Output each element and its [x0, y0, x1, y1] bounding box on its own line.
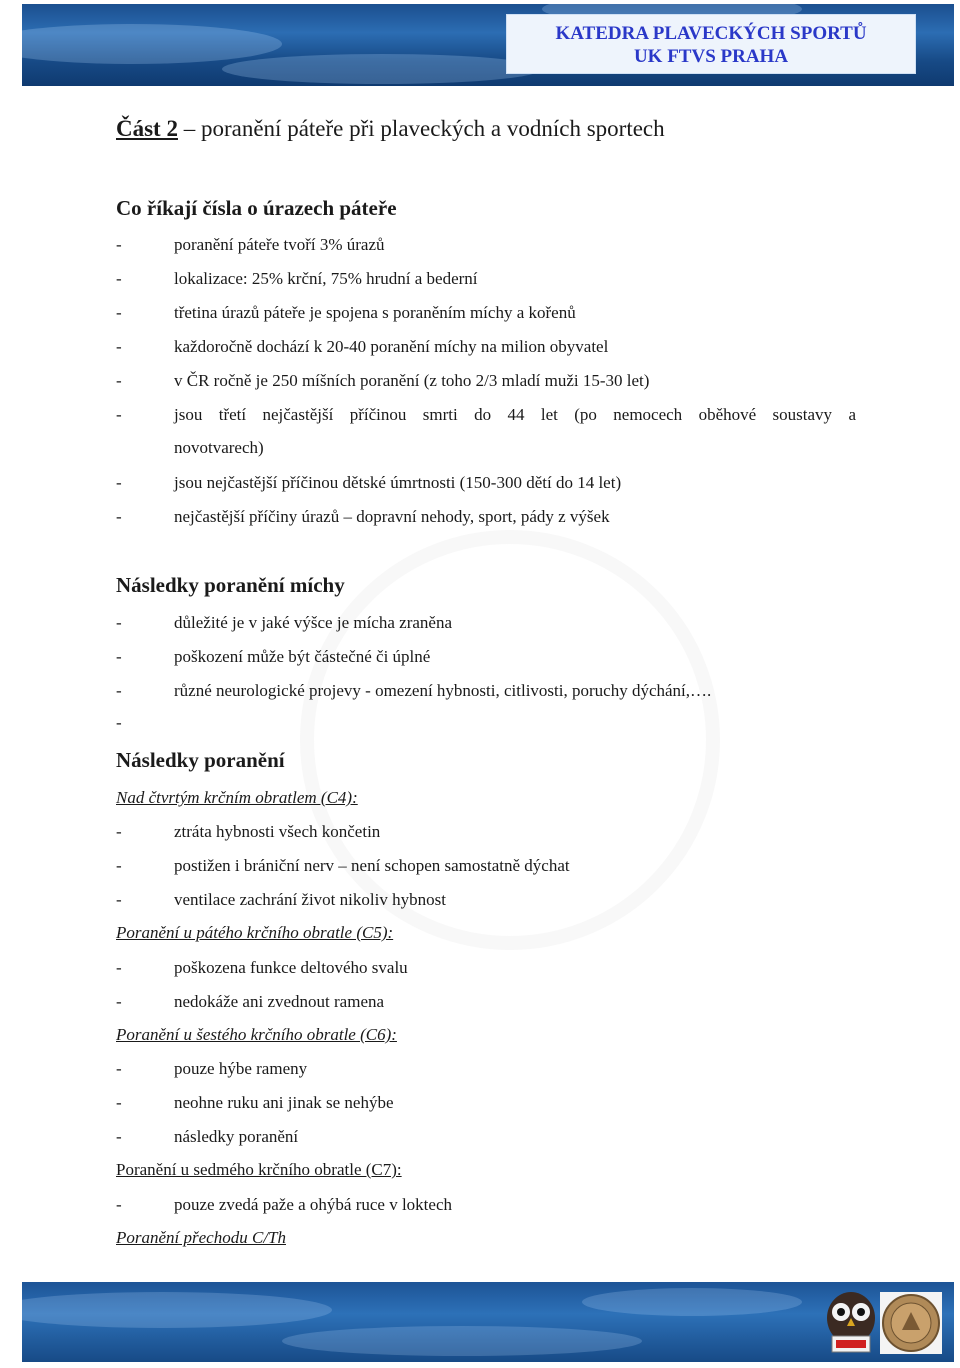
department-line1: KATEDRA PLAVECKÝCH SPORTŮ — [555, 23, 867, 44]
subsection-c6-title: Poranění u šestého krčního obratle (C6): — [116, 1025, 397, 1044]
university-seal-icon — [880, 1292, 942, 1354]
section2-heading: Následky poranění míchy — [116, 573, 345, 597]
subsection-c7-title: Poranění u sedmého krčního obratle (C7): — [116, 1160, 402, 1179]
department-line2: UK FTVS PRAHA — [633, 46, 789, 67]
header-banner — [22, 4, 954, 86]
subsection-c5-title: Poranění u pátého krčního obratle (C5): — [116, 923, 394, 942]
owl-logo-icon — [820, 1288, 882, 1356]
title-text: – poranění páteře při plaveckých a vodních sportech — [177, 116, 665, 141]
footer-banner — [22, 1282, 954, 1362]
part-label: Část 2 — [116, 116, 178, 141]
watermark-seal — [300, 530, 720, 950]
department-title — [506, 14, 916, 74]
section3-heading: Následky poranění — [116, 748, 285, 772]
list-item-continuation: novotvarech) — [174, 438, 264, 457]
page-title — [116, 116, 665, 142]
section1-heading: Co říkají čísla o úrazech páteře — [116, 196, 397, 220]
subsection-c4-title: Nad čtvrtým krčním obratlem (C4): — [116, 788, 358, 807]
subsection-cth-title: Poranění přechodu C/Th — [116, 1228, 286, 1247]
